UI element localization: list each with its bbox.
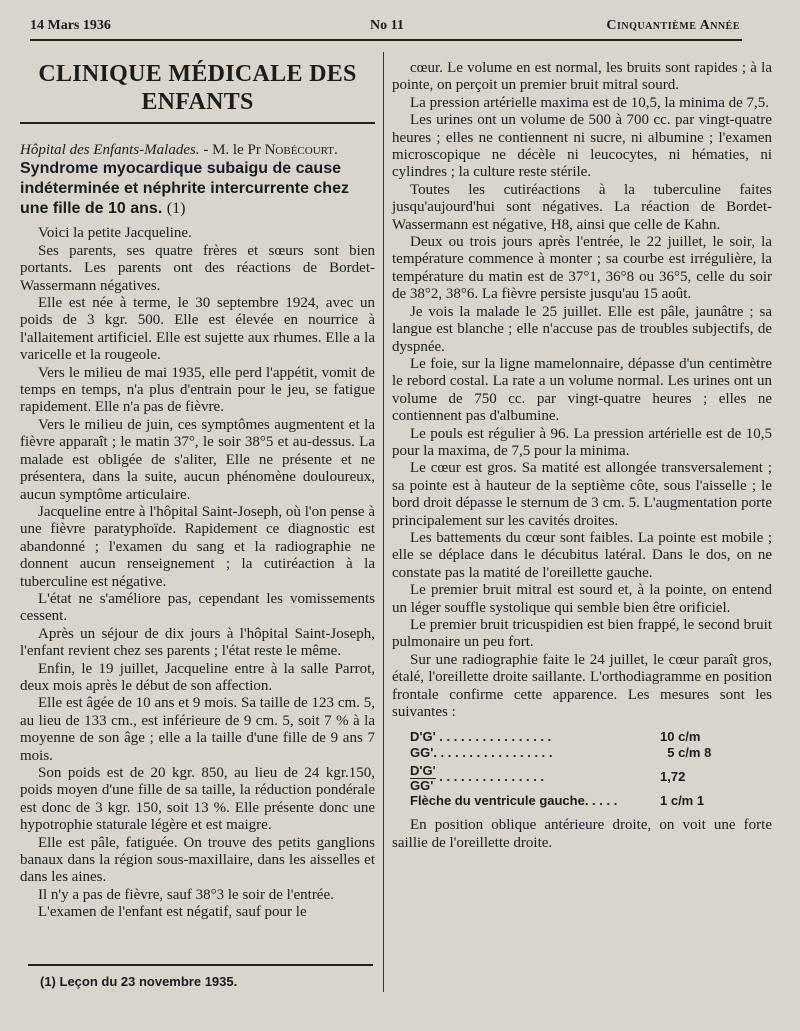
fleche-value: 1 c/m 1 [660,793,705,809]
measurement-table [410,729,772,809]
header-date: 14 Mars 1936 [30,18,111,33]
ratio-label [410,761,660,793]
measure-value: 5 c/m 8 [660,745,712,761]
section-title: CLINIQUE MÉDICALE DES ENFANTS [20,60,375,124]
paragraph: Il n'y a pas de fièvre, sauf 38°3 le soir de l'entrée. [38,886,334,903]
hospital-line [20,142,375,159]
header-year: Cinquantième Année [606,18,740,33]
measure-label: GG'. . . . . . . . . . . . . . . . . [410,745,553,761]
paragraph: Les urines ont un volume de 500 à 700 cc. par vingt-quatre heures ; elles ne contiennent ni sucre, ni albumine ; l'examen microscopique ne décèle ni leucocytes, ni hématies, ni cylindres ; la culture reste stérile. [392,112,772,181]
measure-label: D'G' . . . . . . . . . . . . . . . . [410,729,552,745]
measure-row [410,745,772,761]
paragraph: L'état ne s'améliore pas, cependant les vomissements cessent. [20,590,375,625]
paragraph: Jacqueline entre à l'hôpital Saint-Joseph, où l'on pense à une fièvre paratyphoïde. Rapidement ce diagnostic est abandonné ; l'examen du sang et la radiographie ne donnent aucun renseignement ; la cutiréaction à la tuberculine est négative. [20,503,375,590]
paragraph: Le pouls est régulier à 96. La pression artérielle est de 10,5 pour la maxima, de 7,5 pour la minima. [392,425,772,459]
paragraph: Enfin, le 19 juillet, Jacqueline entre à la salle Parrot, deux mois après le début de son affection. [20,660,375,694]
paragraph: Toutes les cutiréactions à la tuberculine faites jusqu'aujourd'hui sont négatives. La réaction de Bordet-Wassermann est négative, H8, ainsi que celle de Kahn. [392,181,772,233]
article-title-text: Syndrome myocardique subaigu de cause indéterminée et néphrite intercurrente chez une fille de 10 ans. [20,160,349,218]
left-body [20,225,375,921]
paragraph: Le premier bruit tricuspidien est bien frappé, le second bruit pulmonaire un peu fort. [392,617,772,651]
paragraph: Le foie, sur la ligne mamelonnaire, dépasse d'un centimètre le rebord costal. La rate a un volume normal. Les urines ont un volume de 750 cc. par vingt-quatre heures ; elles ne contiennent pas d'albumine. [392,355,772,425]
ratio-numerator: D'G' [410,762,436,778]
fleche-row [410,793,772,809]
footnote-ref: (1) [166,200,186,218]
paragraph: cœur. Le volume en est normal, les bruits sont rapides ; à la pointe, on perçoit un premier bruit mitral sourd. [392,60,772,94]
paragraph: Après un séjour de dix jours à l'hôpital Saint-Joseph, l'enfant revient chez ses parents ; l'état reste le même. [20,625,375,660]
hospital-name: Hôpital des Enfants-Malades. [20,142,200,158]
paragraph: Elle est née à terme, le 30 septembre 1924, avec un poids de 3 kgr. 500. Elle est élevée en nourrice à l'allaitement artificiel. Elle est sujette aux rhumes. Elle a la varicelle et la rougeole. [20,295,375,364]
right-body-a [392,60,772,721]
paragraph: Je vois la malade le 25 juillet. Elle est pâle, jaunâtre ; sa langue est blanche ; elle n'accuse pas de troubles subjectifs, de dyspnée. [392,303,772,355]
right-body-b [392,817,772,852]
measure-row [410,729,772,745]
column-divider [383,52,384,992]
footnote: (1) Leçon du 23 novembre 1935. [40,974,238,989]
paragraph: La pression artérielle maxima est de 10,5, la minima de 7,5. [410,94,770,111]
paragraph: L'examen de l'enfant est négatif, sauf pour le [38,904,307,921]
page-header [30,18,740,36]
paragraph: Elle est pâle, fatiguée. On trouve des petits ganglions banaux dans la région sous-maxillaire, dans les aisselles et dans les aines. [20,834,375,886]
paragraph: Sur une radiographie faite le 24 juillet, le cœur paraît gros, étalé, l'oreillette droite saillante. L'orthodiagramme en position frontale confirme cette apparence. Les mesures sont les suivantes : [392,651,772,721]
footnote-rule [28,964,373,966]
article-title [20,159,375,219]
ratio-fraction [410,764,436,793]
paragraph: Vers le milieu de juin, ces symptômes augmentent et la fièvre apparaît ; le matin 37°, le soir 38°5 et au-dessus. La malade est obligée de s'aliter, Elle ne présente et ne présentera, dans la suite, aucun phénomène douloureux, aucun symptôme articulaire. [20,416,375,503]
paragraph: Le premier bruit mitral est sourd et, à la pointe, on entend un léger souffle systolique qui semble bien être orificiel. [392,582,772,616]
paragraph: Vers le milieu de mai 1935, elle perd l'appétit, vomit de temps en temps, n'a plus d'entrain pour le jeu, se fatigue rapidement. Elle n'a pas de fièvre. [20,364,375,416]
ratio-denominator: GG' [410,777,434,793]
paragraph: Le cœur est gros. Sa matité est allongée transversalement ; sa pointe est à hauteur de la septième côte, sous l'aisselle ; le bord droit dépasse le sternum de 3 cm. 5. L'augmentation porte principalement sur les cavités droites. [392,460,772,529]
fleche-label: Flèche du ventricule gauche. . . . . [410,793,618,809]
ratio-value: 1,72 [660,769,686,785]
ratio-row [410,761,772,793]
right-column [392,60,772,852]
author-name: Nobécourt. [264,142,338,158]
paragraph: Son poids est de 20 kgr. 850, au lieu de 24 kgr.150, poids moyen d'une fille de sa taille, la réduction pondérale est donc de 3 kgr. 150, soit 13 %. Elle présente donc une hypotrophie staturale légère et est maigre. [20,765,375,834]
left-column [20,60,375,922]
header-number: No 11 [370,18,404,33]
ratio-dots: . . . . . . . . . . . . . . . [435,769,545,785]
paragraph: En position oblique antérieure droite, on voit une forte saillie de l'oreillette droite. [392,817,772,851]
paragraph: Deux ou trois jours après l'entrée, le 22 juillet, le soir, la température commence à monter ; sa courbe est irrégulière, la température du matin est de 37°1, 36°8 ou 36°5, celle du soir de 38°2, 38°6. La fièvre persiste jusqu'au 15 août. [392,234,772,303]
paragraph: Voici la petite Jacqueline. [38,225,192,242]
paragraph: Ses parents, ses quatre frères et sœurs sont bien portants. Les parents ont des réactions de Bordet-Wassermann négatives. [20,242,375,294]
paragraph: Les battements du cœur sont faibles. La pointe est mobile ; elle se déplace dans le décubitus latéral. Dans le dos, on ne constate pas la matité de l'oreillette gauche. [392,529,772,581]
measure-value: 10 c/m [660,729,701,745]
hospital-separator: - M. le Pr [199,142,265,158]
paragraph: Elle est âgée de 10 ans et 9 mois. Sa taille de 123 cm. 5, au lieu de 133 cm., est inférieure de 9 cm. 5, soit 7 % à la moyenne de son âge ; elle a la taille d'une fille de 9 ans 7 mois. [20,695,375,764]
header-rule [30,39,742,41]
